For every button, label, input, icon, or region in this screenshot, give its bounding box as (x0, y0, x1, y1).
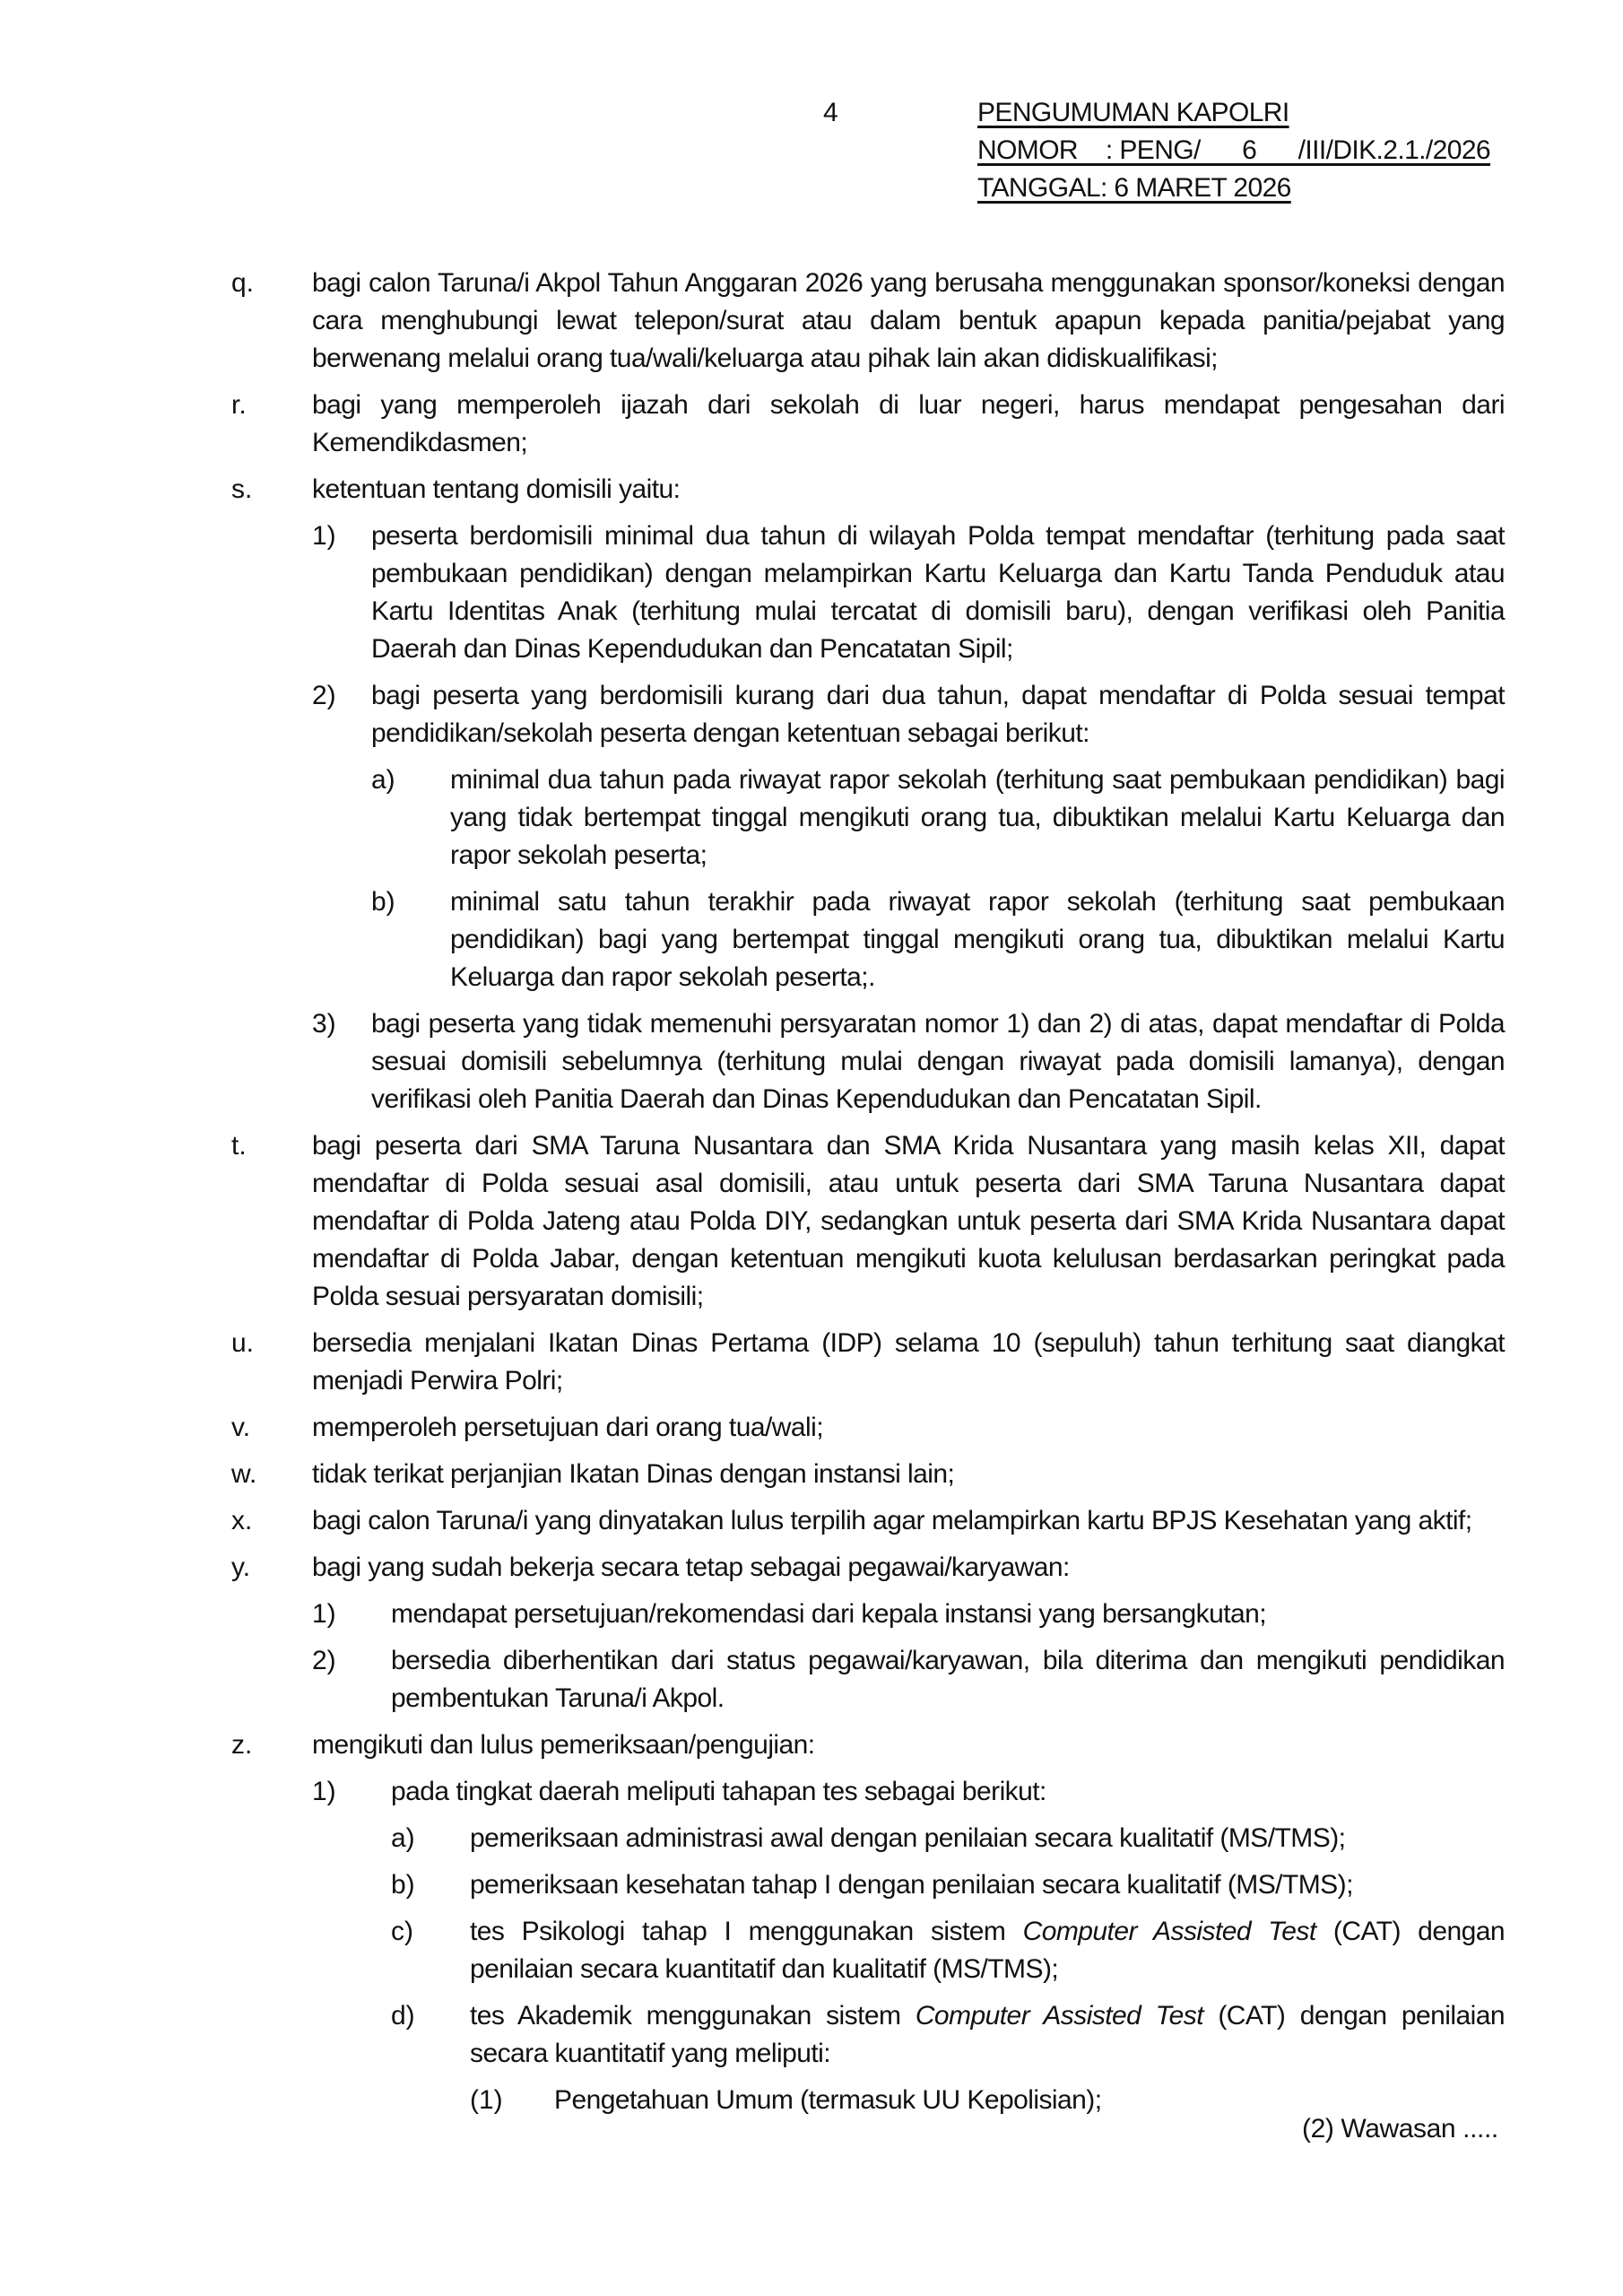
item-label: 2) (312, 1646, 336, 1675)
list-item-v (231, 1409, 1505, 1447)
item-label: a) (391, 1823, 415, 1853)
item-text: ketentuan tentang domisili yaitu: (312, 474, 681, 504)
list-item-y-2 (312, 1642, 1505, 1718)
item-label: 3) (312, 1009, 336, 1039)
item-label: v. (231, 1413, 251, 1442)
document-body (231, 265, 1505, 2128)
item-label: 1) (312, 1777, 336, 1806)
item-label: t. (231, 1131, 247, 1161)
item-label: a) (371, 765, 395, 795)
page-number: 4 (823, 98, 838, 127)
item-text: Pengetahuan Umum (termasuk UU Kepolisian); (554, 2085, 1102, 2115)
item-label: d) (391, 2001, 415, 2031)
list-item-x (231, 1502, 1505, 1540)
list-item-z-1-c (391, 1913, 1505, 1988)
list-item-s-2 (312, 677, 1505, 752)
item-label: 1) (312, 1599, 336, 1629)
list-item-u (231, 1325, 1505, 1400)
list-item-z (231, 1726, 1505, 1764)
item-text: mendapat persetujuan/rekomendasi dari kepala instansi yang bersangkutan; (391, 1599, 1267, 1629)
item-text: pemeriksaan administrasi awal dengan penilaian secara kualitatif (MS/TMS); (470, 1823, 1346, 1853)
list-item-z-1-a (391, 1820, 1505, 1857)
item-label: x. (231, 1506, 253, 1535)
continuation-note: (2) Wawasan ..... (1302, 2114, 1498, 2144)
item-label: (1) (470, 2085, 503, 2115)
list-item-s-2-a (371, 761, 1505, 874)
list-item-y-1 (312, 1596, 1505, 1633)
item-label: u. (231, 1328, 255, 1358)
list-item-z-1 (312, 1773, 1505, 1811)
list-item-z-1-b (391, 1866, 1505, 1904)
item-text: bagi peserta yang berdomisili kurang dari dua tahun, dapat mendaftar di Polda sesuai tempat pendidikan/sekolah peserta dengan ketentuan sebagai berikut: (371, 681, 1505, 748)
item-label: b) (391, 1870, 415, 1900)
list-item-z-1-d (391, 1997, 1505, 2073)
item-text: bagi calon Taruna/i Akpol Tahun Anggaran 2026 yang berusaha menggunakan sponsor/koneksi dengan cara menghubungi lewat telepon/surat atau dalam bentuk apapun kepada panitia/pejabat yang berwenang melalui orang tua/wali/keluarga atau pihak lain akan didiskualifikasi; (312, 268, 1505, 373)
item-text: bagi peserta dari SMA Taruna Nusantara dan SMA Krida Nusantara yang masih kelas XII, dapat mendaftar di Polda sesuai asal domisili, atau untuk peserta dari SMA Taruna Nusantara dapat mendaftar di Polda Jateng atau Polda DIY, sedangkan untuk peserta dari SMA Krida Nusantara dapat mendaftar di Polda Jabar, dengan ketentuan mengikuti kuota kelulusan berdasarkan peringkat pada Polda sesuai persyaratan domisili; (312, 1131, 1505, 1311)
item-label: w. (231, 1459, 257, 1489)
header-title: PENGUMUMAN KAPOLRI (977, 98, 1289, 127)
item-label: z. (231, 1730, 253, 1760)
list-item-s-2-b (371, 883, 1505, 996)
text-after: (CAT) dengan penilaian secara kuantitatif dan kualitatif (MS/TMS); (470, 1917, 1505, 1984)
item-text: bagi yang sudah bekerja secara tetap sebagai pegawai/karyawan: (312, 1552, 1070, 1582)
document-header (977, 94, 1490, 207)
italic-term: Computer Assisted Test (915, 2001, 1204, 2031)
text-before: tes Psikologi tahap I menggunakan sistem (470, 1917, 1023, 1946)
item-text: memperoleh persetujuan dari orang tua/wali; (312, 1413, 824, 1442)
item-label: c) (391, 1917, 413, 1946)
item-label: q. (231, 268, 255, 298)
sublist-s-2 (312, 761, 1505, 996)
item-label: r. (231, 390, 247, 420)
item-text: pada tingkat daerah meliputi tahapan tes sebagai berikut: (391, 1777, 1046, 1806)
text-before: tes Akademik menggunakan sistem (470, 2001, 916, 2031)
header-date: TANGGAL: 6 MARET 2026 (977, 173, 1291, 203)
list-item-s-1 (312, 517, 1505, 668)
list-item-t (231, 1127, 1505, 1316)
item-text: bagi peserta yang tidak memenuhi persyaratan nomor 1) dan 2) di atas, dapat mendaftar di Polda sesuai domisili sebelumnya (terhitung mulai dengan riwayat pada domisili lamanya), dengan verifikasi oleh Panitia Daerah dan Dinas Kependudukan dan Pencatatan Sipil. (371, 1009, 1505, 1114)
list-item-q (231, 265, 1505, 378)
item-label: b) (371, 887, 395, 917)
text-after: (CAT) dengan penilaian secara kuantitatif yang meliputi: (470, 2001, 1505, 2068)
list-item-y (231, 1549, 1505, 1587)
item-label: y. (231, 1552, 251, 1582)
item-text: bersedia diberhentikan dari status pegawai/karyawan, bila diterima dan mengikuti pendidikan pembentukan Taruna/i Akpol. (391, 1646, 1505, 1713)
item-text: mengikuti dan lulus pemeriksaan/pengujian: (312, 1730, 815, 1760)
item-text: bagi calon Taruna/i yang dinyatakan lulus terpilih agar melampirkan kartu BPJS Kesehatan yang aktif; (312, 1506, 1472, 1535)
sublist-z-1 (312, 1820, 1505, 2119)
item-text: minimal dua tahun pada riwayat rapor sekolah (terhitung saat pembukaan pendidikan) bagi yang tidak bertempat tinggal mengikuti orang tua, dibuktikan melalui Kartu Keluarga dan rapor sekolah peserta; (450, 765, 1505, 870)
item-text: bersedia menjalani Ikatan Dinas Pertama (IDP) selama 10 (sepuluh) tahun terhitung saat diangkat menjadi Perwira Polri; (312, 1328, 1505, 1396)
item-text (470, 1913, 1505, 1988)
item-label: 1) (312, 521, 336, 551)
header-number: NOMOR : PENG/ 6 /III/DIK.2.1./2026 (977, 135, 1490, 165)
item-text: bagi yang memperoleh ijazah dari sekolah di luar negeri, harus mendapat pengesahan dari Kemendikdasmen; (312, 390, 1505, 457)
list-item-w (231, 1456, 1505, 1493)
item-text: pemeriksaan kesehatan tahap I dengan penilaian secara kualitatif (MS/TMS); (470, 1870, 1353, 1900)
item-text (470, 1997, 1505, 2073)
item-label: 2) (312, 681, 336, 710)
list-item-s-3 (312, 1005, 1505, 1118)
list-item-s (231, 471, 1505, 509)
item-text: minimal satu tahun terakhir pada riwayat rapor sekolah (terhitung saat pembukaan pendidikan) bagi yang bertempat tinggal mengikuti orang tua, dibuktikan melalui Kartu Keluarga dan rapor sekolah peserta;. (450, 887, 1505, 992)
item-text: peserta berdomisili minimal dua tahun di wilayah Polda tempat mendaftar (terhitung pada saat pembukaan pendidikan) dengan melampirkan Kartu Keluarga dan Kartu Tanda Penduduk atau Kartu Identitas Anak (terhitung mulai tercatat di domisili baru), dengan verifikasi oleh Panitia Daerah dan Dinas Kependudukan dan Pencatatan Sipil; (371, 521, 1505, 664)
item-label: s. (231, 474, 253, 504)
item-text: tidak terikat perjanjian Ikatan Dinas dengan instansi lain; (312, 1459, 955, 1489)
italic-term: Computer Assisted Test (1022, 1917, 1316, 1946)
list-item-r (231, 387, 1505, 462)
